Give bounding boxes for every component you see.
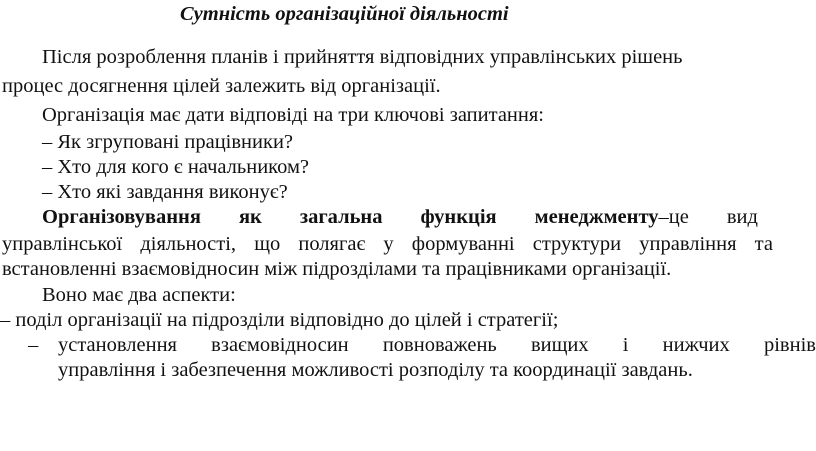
word: у (383, 233, 394, 255)
word: та (754, 233, 773, 255)
page-title: Сутність організаційної діяльності (180, 3, 509, 25)
term-word: менеджменту (534, 206, 659, 228)
question-3: – Хто які завдання виконує? (42, 181, 288, 203)
paragraph1-line2: процес досягнення цілей залежить від організації. (2, 75, 441, 97)
aspect-item-2-line1 (28, 333, 816, 357)
word: формуванні (411, 233, 515, 255)
aspect-item-2-words (58, 333, 816, 357)
paragraph1-line1: Після розроблення планів і прийняття відповідних управлінських рішень (42, 46, 683, 68)
term-word: функція (420, 206, 497, 228)
word: взаємовідносин (211, 334, 349, 356)
word: діяльності, (140, 233, 237, 255)
question-1: – Як згруповані працівники? (42, 131, 294, 153)
word: управлінської (2, 233, 123, 255)
word: управління (639, 233, 737, 255)
paragraph2-intro: Організація має дати відповіді на три ключові запитання: (42, 104, 544, 126)
aspect-item-1: – поділ організації на підрозділи відповідно до цілей і стратегії; (0, 309, 559, 331)
word: що (254, 233, 281, 255)
aspects-intro: Воно має два аспекти: (42, 284, 236, 306)
word: полягає (298, 233, 366, 255)
definition-line2 (2, 232, 773, 256)
word: установлення (58, 334, 177, 356)
term-word: як (238, 206, 262, 228)
term-word: загальна (299, 206, 383, 228)
aspect-item-2-line2: управління і забезпечення можливості розподілу та координації завдань. (58, 359, 693, 381)
question-2: – Хто для кого є начальником? (42, 156, 310, 178)
definition-line1 (42, 205, 758, 229)
definition-line3: встановленні взаємовідносин між підрозділами та працівниками організації. (2, 258, 672, 280)
word: нижчих (662, 334, 730, 356)
word: вищих (530, 334, 589, 356)
dash-ce: –це (658, 206, 689, 228)
vyd-word: вид (726, 206, 758, 228)
aspect-dash: – (28, 334, 39, 356)
term-word: Організовування (42, 206, 201, 228)
word: рівнів (763, 334, 816, 356)
word: повноважень (382, 334, 497, 356)
term-end (535, 205, 689, 229)
word: і (622, 334, 629, 356)
word: структури (532, 233, 622, 255)
